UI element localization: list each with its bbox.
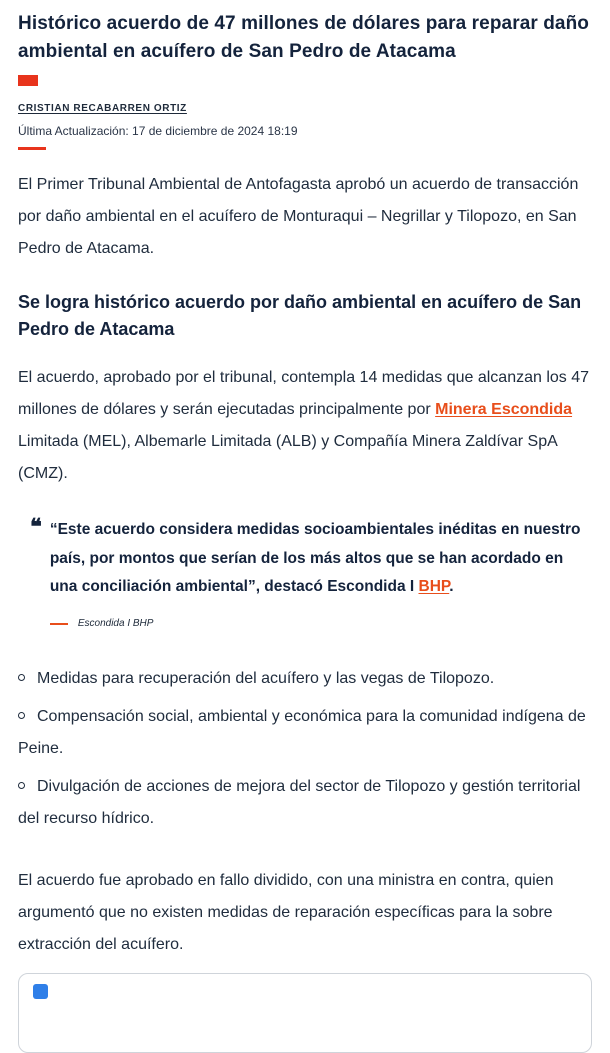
closing-paragraph: El acuerdo fue aprobado en fallo dividido, con una ministra en contra, quien argumentó que no existen medidas de reparación específicas para la sobre extracción del acuífero. bbox=[18, 872, 554, 954]
quote-text-segment: “Este acuerdo considera medidas socioambientales inéditas en nuestro país, por montos que serían de los más altos que se han acordado en una conciliación ambiental”, destacó Escondida I bbox=[49, 521, 581, 596]
last-updated-timestamp: Última Actualización: 17 de diciembre de 2024 18:19 bbox=[18, 124, 298, 139]
bullet-icon bbox=[18, 782, 25, 789]
embed-card[interactable] bbox=[18, 973, 592, 1053]
quote-attribution bbox=[50, 618, 592, 629]
minera-escondida-link[interactable]: Minera Escondida bbox=[435, 401, 573, 419]
embed-social-icon bbox=[33, 984, 48, 999]
author-link[interactable]: CRISTIAN RECABARREN ORTIZ bbox=[18, 103, 187, 115]
bhp-link[interactable]: BHP bbox=[418, 578, 450, 596]
bullet-icon bbox=[18, 674, 25, 681]
quote-text bbox=[50, 516, 592, 602]
paragraph-text: El acuerdo, aprobado por el tribunal, contempla 14 medidas que alcanzan los 47 millones de dólares y serán ejecutadas principalmente por bbox=[18, 369, 590, 419]
section-subheading: Se logra histórico acuerdo por daño ambiental en acuífero de San Pedro de Atacama bbox=[18, 292, 582, 340]
list-item bbox=[18, 771, 592, 835]
attribution-text: Escondida I BHP bbox=[77, 618, 154, 630]
paragraph-text: Limitada (MEL), Albemarle Limitada (ALB) y Compañía Minera Zaldívar SpA (CMZ). bbox=[18, 433, 557, 483]
list-item bbox=[18, 663, 592, 695]
red-divider bbox=[18, 147, 46, 150]
quote-text-segment: . bbox=[449, 578, 454, 596]
list-item-text: Compensación social, ambiental y económica para la comunidad indígena de Peine. bbox=[18, 708, 586, 758]
lead-paragraph: El Primer Tribunal Ambiental de Antofagasta aprobó un acuerdo de transacción por daño ambiental en el acuífero de Monturaqui – Negrillar y Tilopozo, en San Pedro de Atacama. bbox=[18, 176, 579, 258]
quote-mark-icon: ❝ bbox=[30, 514, 42, 540]
list-item-text: Medidas para recuperación del acuífero y las vegas de Tilopozo. bbox=[37, 670, 495, 688]
bullet-list bbox=[18, 663, 592, 835]
page-title: Histórico acuerdo de 47 millones de dólares para reparar daño ambiental en acuífero de San Pedro de Atacama bbox=[18, 13, 590, 62]
list-item bbox=[18, 701, 592, 765]
body-paragraph bbox=[18, 362, 592, 490]
list-item-text: Divulgación de acciones de mejora del sector de Tilopozo y gestión territorial del recurso hídrico. bbox=[18, 778, 581, 828]
red-accent-marker bbox=[18, 75, 38, 86]
blockquote bbox=[18, 516, 592, 629]
attribution-dash bbox=[50, 623, 68, 625]
bullet-icon bbox=[18, 712, 25, 719]
